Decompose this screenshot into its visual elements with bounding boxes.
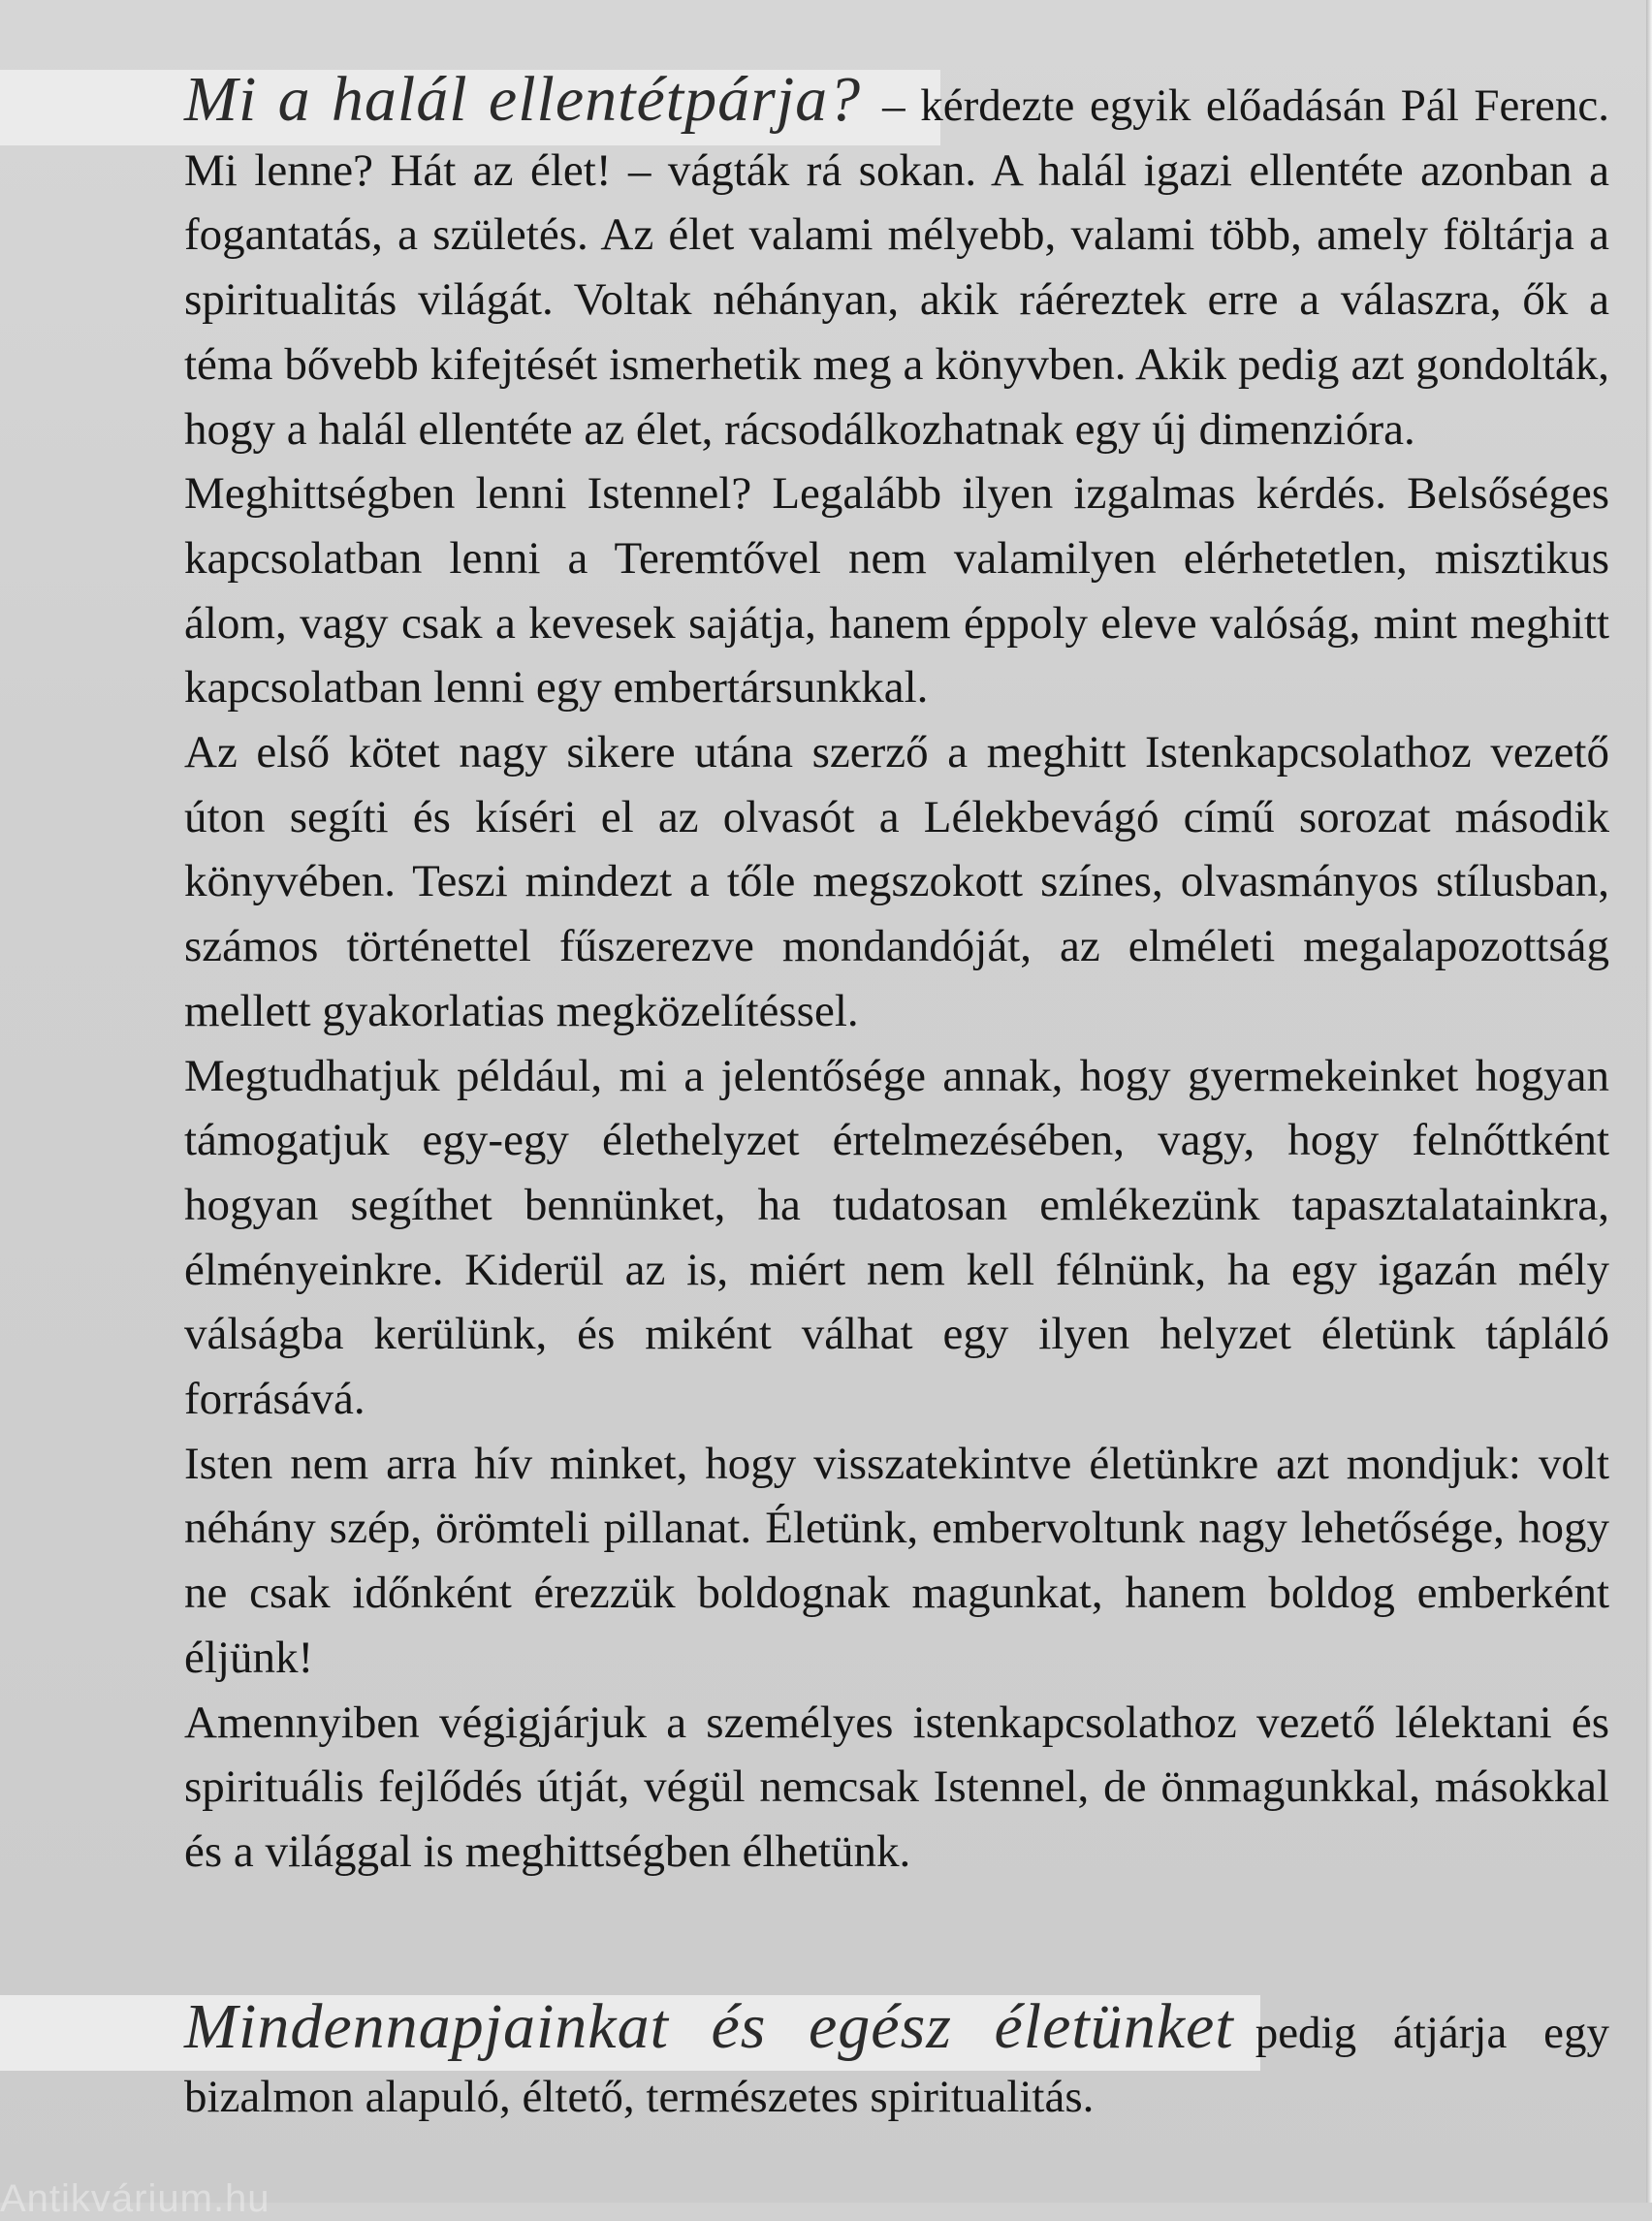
paragraph-series: Az első kötet nagy sikere utána szerző a meghitt Istenkapcsolathoz vezető úton segíti és kíséri el az olvasót a Lélekbevágó című sorozat második könyvében. Teszi mindezt a tőle megszokott színes, olvasmányos stílusban, számos történettel fűszerezve mondandóját, az elméleti megalapozottság mellett gyakorlatias megközelítéssel. [184,727,1609,1036]
blurb-text [184,64,1609,1885]
closing-text [184,1991,1609,2129]
paragraph-examples: Megtudhatjuk például, mi a jelentősége annak, hogy gyermekeinket hogyan támogatjuk egy-egy élethelyzet értelmezésében, vagy, hogy felnőttként hogyan segíthet bennünket, ha tudatosan emlékezünk tapasztalatainkra, élményeinkre. Kiderül az is, miért nem kell félnünk, ha egy igazán mély válságba kerülünk, és miként válhat egy ilyen helyzet életünk tápláló forrásává. [184,1050,1609,1425]
watermark-text: Antikvárium.hu [0,2177,270,2220]
paragraph-closing-body: pedig átjárja egy bizalmon alapuló, éltető, természetes spiritualitás. [184,2008,1609,2122]
paragraph-calling: Isten nem arra hív minket, hogy visszatekintve életünkre azt mondjuk: volt néhány szép, örömteli pillanat. Életünk, embervoltunk nagy lehetősége, hogy ne csak időnként érezzük boldognak magunkat, hanem boldog emberként éljünk! [184,1438,1609,1683]
lead-closing: Mindennapjainkat és egész életünket [184,1991,1234,2062]
page-edge [1646,0,1652,2203]
paragraph-intro [184,64,1609,461]
paragraph-closing [184,1991,1609,2129]
paragraph-intro-body: – kérdezte egyik előadásán Pál Ferenc. Mi lenne? Hát az élet! – vágták rá sokan. A halál igazi ellentéte azonban a fogantatás, a születés. Az élet valami mélyebb, valami több, amely föltárja a spiritualitás világát. Voltak néhányan, akik ráéreztek erre a válaszra, ők a téma bővebb kifejtését ismerhetik meg a könyvben. Akik pedig azt gondolták, hogy a halál ellentéte az élet, rácsodálkozhatnak egy új dimenzióra. [184,80,1609,455]
lead-question: Mi a halál ellentétpárja? [184,64,862,135]
paragraph-intimacy: Meghittségben lenni Istennel? Legalább ilyen izgalmas kérdés. Belsőséges kapcsolatban lenni a Teremtővel nem valamilyen elérhetetlen, misztikus álom, vagy csak a kevesek sajátja, hanem éppoly eleve valóság, mint meghitt kapcsolatban lenni egy embertársunkkal. [184,468,1609,714]
paragraph-journey: Amennyiben végigjárjuk a személyes istenkapcsolathoz vezető lélektani és spirituális fejlődés útját, végül nemcsak Istennel, de önmagunkkal, másokkal és a világgal is meghittségben élhetünk. [184,1697,1609,1877]
